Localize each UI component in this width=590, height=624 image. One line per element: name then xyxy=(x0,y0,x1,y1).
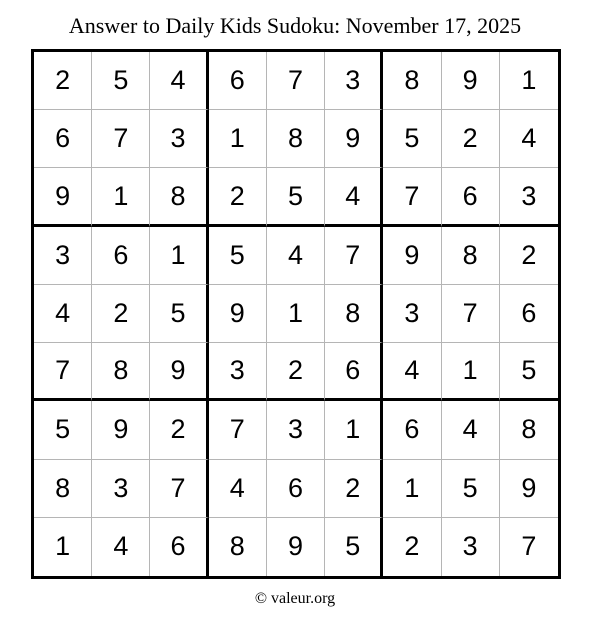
sudoku-cell: 5 xyxy=(383,110,441,168)
sudoku-cell: 7 xyxy=(521,531,537,562)
sudoku-cell: 7 xyxy=(209,401,267,459)
board-row xyxy=(34,285,558,343)
sudoku-cell: 3 xyxy=(325,52,383,110)
sudoku-cell: 3 xyxy=(209,343,267,401)
board-row xyxy=(34,401,558,459)
sudoku-cell: 1 xyxy=(267,285,325,343)
sudoku-cell: 9 xyxy=(34,168,92,226)
sudoku-cell: 4 xyxy=(267,227,325,285)
sudoku-cell: 6 xyxy=(150,518,208,576)
sudoku-cell: 9 xyxy=(383,227,441,285)
sudoku-cell: 4 xyxy=(92,518,150,576)
sudoku-cell: 1 xyxy=(383,460,441,518)
sudoku-cell: 1 xyxy=(92,168,150,226)
sudoku-cell: 7 xyxy=(267,52,325,110)
sudoku-cell: 9 xyxy=(442,52,500,110)
sudoku-cell: 8 xyxy=(442,227,500,285)
sudoku-cell: 4 xyxy=(442,401,500,459)
sudoku-cell: 9 xyxy=(209,285,267,343)
sudoku-cell: 2 xyxy=(34,52,92,110)
sudoku-cell: 9 xyxy=(267,518,325,576)
sudoku-cell: 3 xyxy=(267,401,325,459)
sudoku-cell: 4 xyxy=(150,52,208,110)
sudoku-cell: 6 xyxy=(209,52,267,110)
board-row xyxy=(34,343,558,401)
sudoku-cell: 8 xyxy=(383,52,441,110)
sudoku-cell: 5 xyxy=(150,285,208,343)
board-row xyxy=(34,52,558,110)
board-row xyxy=(34,168,558,226)
sudoku-cell: 3 xyxy=(383,285,441,343)
sudoku-cell: 5 xyxy=(92,52,150,110)
sudoku-cell: 8 xyxy=(150,168,208,226)
sudoku-cell: 7 xyxy=(92,110,150,168)
sudoku-cell: 9 xyxy=(500,460,558,518)
sudoku-cell: 2 xyxy=(267,343,325,401)
sudoku-cell: 8 xyxy=(92,343,150,401)
sudoku-cell: 2 xyxy=(150,401,208,459)
sudoku-cell: 1 xyxy=(442,343,500,401)
sudoku-cell: 7 xyxy=(34,343,92,401)
sudoku-cell: 1 xyxy=(500,52,558,110)
sudoku-cell: 2 xyxy=(442,110,500,168)
sudoku-cell: 5 xyxy=(209,227,267,285)
sudoku-cell: 6 xyxy=(383,401,441,459)
page-title: Answer to Daily Kids Sudoku: November 17, 2025 xyxy=(68,13,522,38)
board-row xyxy=(34,460,558,518)
sudoku-cell: 7 xyxy=(442,285,500,343)
sudoku-cell: 1 xyxy=(34,518,92,576)
sudoku-cell: 3 xyxy=(150,110,208,168)
sudoku-cell: 2 xyxy=(500,227,558,285)
sudoku-cell: 6 xyxy=(34,110,92,168)
sudoku-cell: 3 xyxy=(34,227,92,285)
sudoku-cell: 7 xyxy=(325,227,383,285)
sudoku-cell: 7 xyxy=(150,460,208,518)
copyright-footer: © valeur.org xyxy=(254,590,336,607)
sudoku-cell: 2 xyxy=(92,285,150,343)
sudoku-cell: 8 xyxy=(267,110,325,168)
sudoku-cell: 4 xyxy=(500,110,558,168)
sudoku-cell: 6 xyxy=(442,168,500,226)
sudoku-cell: 2 xyxy=(383,518,441,576)
sudoku-cell: 8 xyxy=(500,401,558,459)
sudoku-cell: 4 xyxy=(325,168,383,226)
sudoku-cell: 1 xyxy=(209,110,267,168)
sudoku-cell: 9 xyxy=(325,110,383,168)
sudoku-cell: 4 xyxy=(209,460,267,518)
sudoku-cell: 5 xyxy=(325,518,383,576)
sudoku-cell: 9 xyxy=(150,343,208,401)
sudoku-cell: 7 xyxy=(383,168,441,226)
sudoku-cell: 6 xyxy=(267,460,325,518)
sudoku-cell: 6 xyxy=(325,343,383,401)
sudoku-cell: 6 xyxy=(500,285,558,343)
board-row xyxy=(34,110,558,168)
sudoku-cell: 3 xyxy=(92,460,150,518)
sudoku-cell: 3 xyxy=(500,168,558,226)
sudoku-cell: 9 xyxy=(92,401,150,459)
sudoku-cell: 5 xyxy=(442,460,500,518)
sudoku-cell: 4 xyxy=(383,343,441,401)
sudoku-cell: 3 xyxy=(442,518,500,576)
sudoku-cell: 5 xyxy=(267,168,325,226)
sudoku-cell: 1 xyxy=(150,227,208,285)
sudoku-cell: 8 xyxy=(209,518,267,576)
sudoku-cell: 8 xyxy=(325,285,383,343)
board-row xyxy=(34,518,558,576)
sudoku-cell: 1 xyxy=(325,401,383,459)
sudoku-cell: 4 xyxy=(34,285,92,343)
sudoku-cell: 2 xyxy=(325,460,383,518)
sudoku-cell: 6 xyxy=(92,227,150,285)
sudoku-cell: 5 xyxy=(34,401,92,459)
sudoku-board xyxy=(31,49,561,579)
board-row xyxy=(34,227,558,285)
sudoku-cell: 8 xyxy=(34,460,92,518)
sudoku-cell: 5 xyxy=(500,343,558,401)
sudoku-cell: 2 xyxy=(209,168,267,226)
